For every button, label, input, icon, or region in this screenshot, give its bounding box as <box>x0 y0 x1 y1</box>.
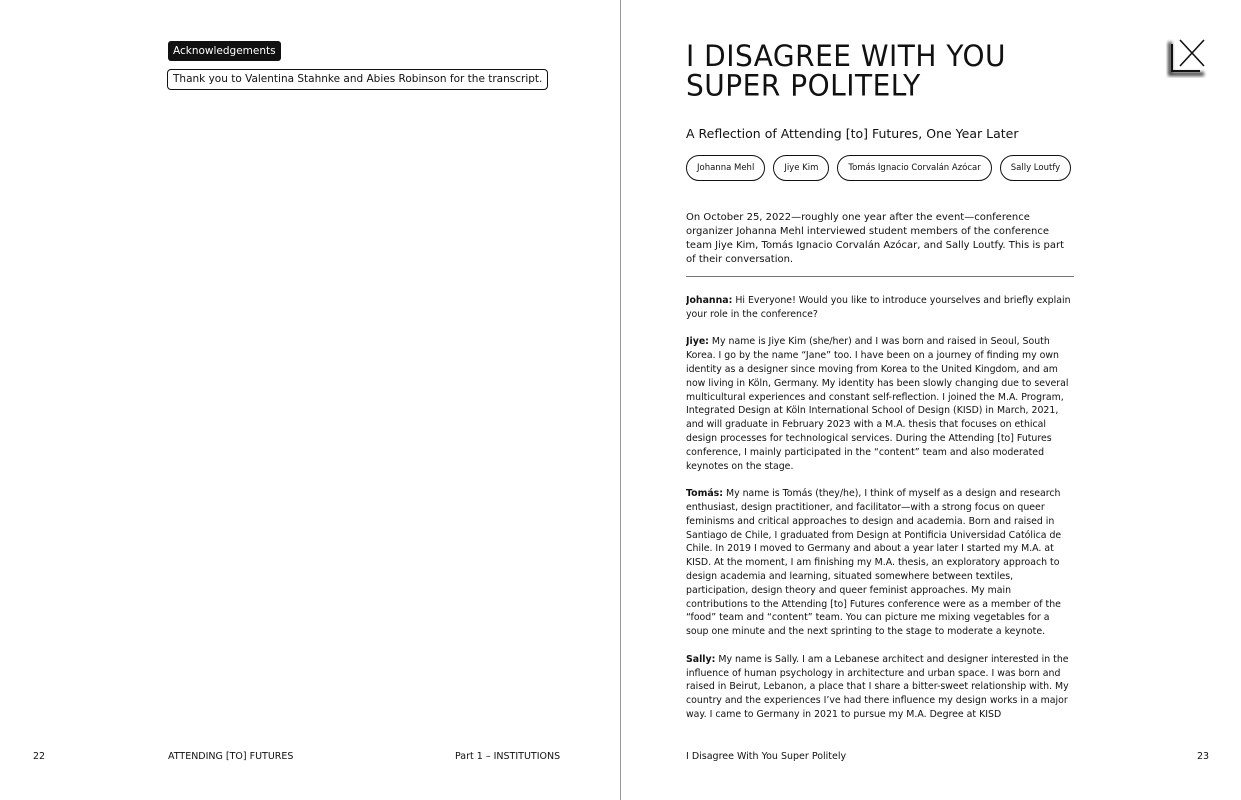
page-number-left: 22 <box>33 751 46 762</box>
dialogue-paragraph <box>686 335 1074 473</box>
speaker-text: Hi Everyone! Would you like to introduce yourselves and briefly explain your role in the conference? <box>686 295 1071 320</box>
dialogue-paragraph <box>686 294 1074 322</box>
author-tags <box>686 155 1071 181</box>
lx-logo-icon <box>1166 38 1208 78</box>
speaker-name: Sally: <box>686 653 716 665</box>
author-tag[interactable]: Johanna Mehl <box>686 155 765 181</box>
speaker-name: Tomás: <box>686 488 724 500</box>
dialogue-paragraph <box>686 653 1074 722</box>
intro-paragraph: On October 25, 2022—roughly one year after the event—conference organizer Johanna Mehl interviewed student members of the conference team Jiye Kim, Tomás Ignacio Corvalán Azócar, and Sally Loutfy. This is part of their conversation. <box>686 212 1065 265</box>
speaker-name: Jiye: <box>686 336 709 348</box>
article-subtitle: A Reflection of Attending [to] Futures, One Year Later <box>686 126 1019 141</box>
dialogue-paragraph <box>686 487 1074 639</box>
speaker-text: My name is Sally. I am a Lebanese architect and designer interested in the influence of human psychology in architecture and urban space. I was born and raised in Beirut, Lebanon, a place that I share a bitter-sweet relationship with. My country and the experiences I’ve had there influence my design works in a major way. I came to Germany in 2021 to pursue my M.A. Degree at KISD <box>686 653 1069 720</box>
divider <box>686 276 1074 277</box>
title-line-1: I DISAGREE WITH YOU <box>686 38 1006 74</box>
running-title: ATTENDING [TO] FUTURES <box>168 751 294 762</box>
page-number-right: 23 <box>1197 751 1210 762</box>
author-tag[interactable]: Tomás Ignacio Corvalán Azócar <box>837 155 991 181</box>
speaker-name: Johanna: <box>686 295 733 306</box>
acknowledgements-label: Acknowledgements <box>168 41 281 61</box>
interview-body <box>686 294 1074 726</box>
speaker-text: My name is Jiye Kim (she/her) and I was born and raised in Seoul, South Korea. I go by the name “Jane” too. I have been on a journey of finding my own identity as a designer since moving from Korea to the United Kingdom, and am now living in Köln, Germany. My identity has been slowly changing due to several multicultural experiences and constant self-reflection. I joined the M.A. Program, Integrated Design at Köln International School of Design (KISD) in March, 2021, and will graduate in February 2023 with a M.A. thesis that focuses on ethical design processes for technological services. During the Attending [to] Futures conference, I mainly participated in the “content” team and also moderated keynotes on the stage. <box>686 336 1069 472</box>
page-spine <box>620 0 621 800</box>
article-title <box>686 38 1006 103</box>
acknowledgements-text: Thank you to Valentina Stahnke and Abies Robinson for the transcript. <box>167 69 548 90</box>
title-line-2: SUPER POLITELY <box>686 68 921 103</box>
author-tag[interactable]: Jiye Kim <box>773 155 829 181</box>
author-tag[interactable]: Sally Loutfy <box>1000 155 1071 181</box>
footer-article-title: I Disagree With You Super Politely <box>686 751 847 762</box>
section-label: Part 1 – INSTITUTIONS <box>455 751 561 762</box>
speaker-text: My name is Tomás (they/he), I think of myself as a design and research enthusiast, design practitioner, and facilitator—with a strong focus on queer feminisms and critical approaches to design and academia. Born and raised in Santiago de Chile, I graduated from Design at Pontificia Universidad Católica de Chile. In 2019 I moved to Germany and about a year later I started my M.A. at KISD. At the moment, I am finishing my M.A. thesis, an exploratory approach to design academia and learning, situated somewhere between textiles, participation, design theory and queer feminist approaches. My main contributions to the Attending [to] Futures conference were as a member of the “food” team and “content” team. You can picture me mixing vegetables for a soup one minute and the next sprinting to the stage to moderate a keynote. <box>686 488 1062 638</box>
